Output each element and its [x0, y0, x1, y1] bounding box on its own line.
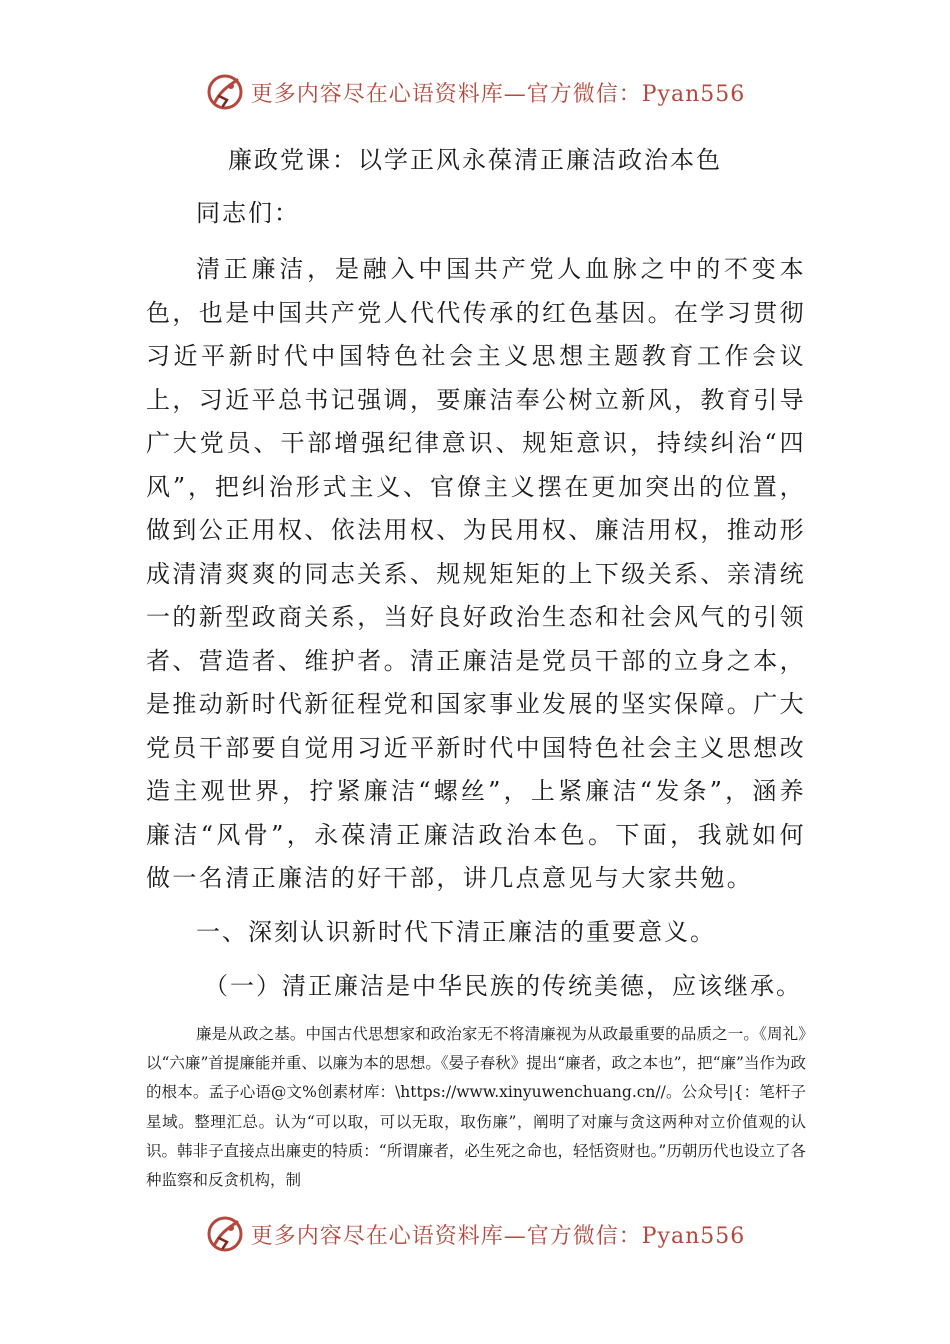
greeting: 同志们： — [196, 199, 300, 227]
logo-icon — [205, 1214, 245, 1254]
subsection-heading: （一）清正廉洁是中华民族的传统美德，应该继承。 — [204, 972, 802, 1000]
banner-text: 更多内容尽在心语资料库—官方微信：Pyan556 — [250, 1223, 746, 1249]
detail-paragraph: 廉是从政之基。中国古代思想家和政治家无不将清廉视为从政最重要的品质之一。《周礼》以“六廉”首提廉能并重、以廉为本的思想。《晏子春秋》提出“廉者，政之本也”，把“廉”当作为政的根本。孟子心语@文%创素材库：\https://www.xinyuwenchuang.cn//。公众号|{：笔杆子星域。整理汇总。认为“可以取，可以无取，取伤廉”，阐明了对廉与贪这两种对立价值观的认识。韩非子直接点出廉吏的特质：“所谓廉者，必生死之命也，轻恬资财也。”历朝历代也设立了各种监察和反贪机构，制 — [146, 1025, 806, 1190]
header-watermark-banner — [0, 70, 950, 114]
footer-watermark-banner — [0, 1212, 950, 1256]
intro-paragraph: 清正廉洁，是融入中国共产党人血脉之中的不变本色，也是中国共产党人代代传承的红色基因。在学习贯彻习近平新时代中国特色社会主义思想主题教育工作会议上，习近平总书记强调，要廉洁奉公树立新风，教育引导广大党员、干部增强纪律意识、规矩意识，持续纠治“四风”，把纠治形式主义、官僚主义摆在更加突出的位置，做到公正用权、依法用权、为民用权、廉洁用权，推动形成清清爽爽的同志关系、规规矩矩的上下级关系、亲清统一的新型政商关系，当好良好政治生态和社会风气的引领者、营造者、维护者。清正廉洁是党员干部的立身之本，是推动新时代新征程党和国家事业发展的坚实保障。广大党员干部要自觉用习近平新时代中国特色社会主义思想改造主观世界，拧紧廉洁“螺丝”，上紧廉洁“发条”，涵养廉洁“风骨”，永葆清正廉洁政治本色。下面，我就如何做一名清正廉洁的好干部，讲几点意见与大家共勉。 — [146, 255, 806, 892]
section-heading: 一、深刻认识新时代下清正廉洁的重要意义。 — [196, 918, 716, 946]
document-title: 廉政党课：以学正风永葆清正廉洁政治本色 — [228, 146, 722, 174]
banner-text: 更多内容尽在心语资料库—官方微信：Pyan556 — [250, 81, 746, 107]
logo-icon — [205, 72, 245, 112]
